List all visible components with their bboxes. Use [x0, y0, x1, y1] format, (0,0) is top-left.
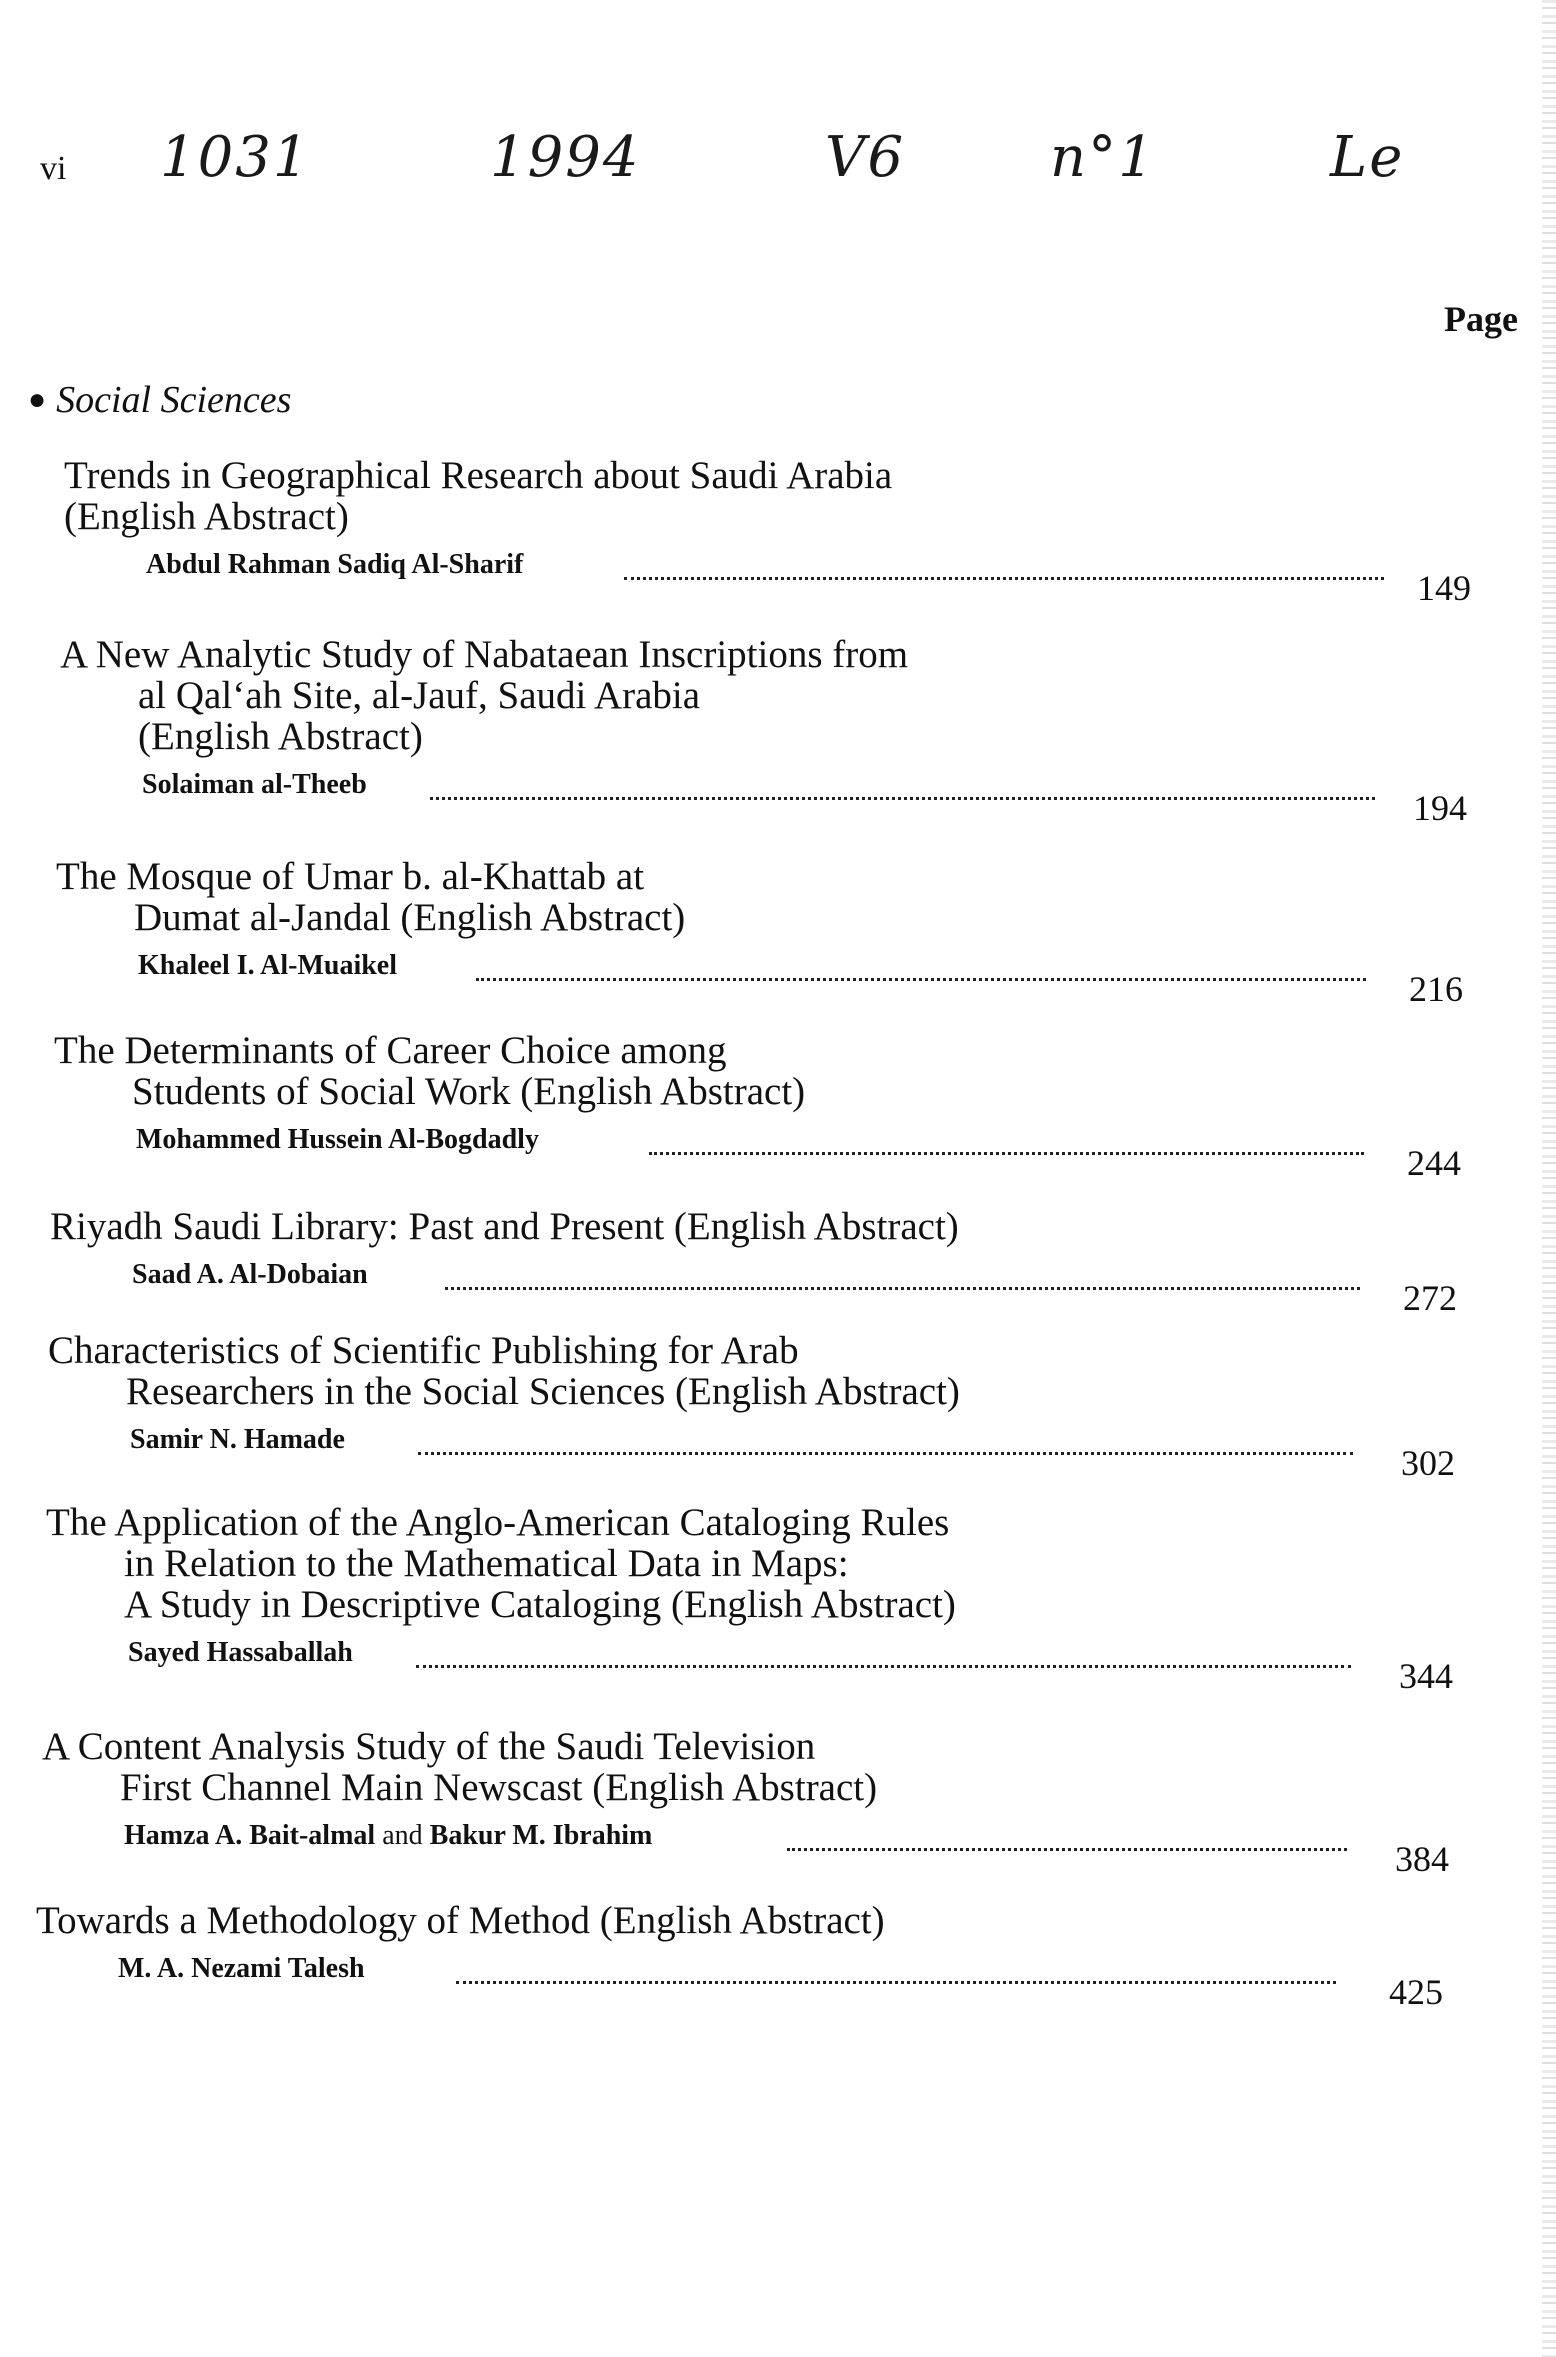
leader-dots: [456, 1961, 1336, 1984]
entry-author: Mohammed Hussein Al-Bogdadly: [136, 1124, 539, 1155]
leader-dots: [416, 1645, 1351, 1668]
leader-dots: [445, 1267, 1360, 1290]
handwritten-note-1: 1031: [160, 125, 311, 190]
leader-dots: [418, 1432, 1353, 1455]
handwritten-note-5: Le: [1330, 125, 1405, 190]
leader-dots: [476, 958, 1366, 981]
leader-dots: [649, 1132, 1364, 1155]
bullet-icon: ●: [28, 383, 47, 416]
leader-dots: [430, 777, 1375, 800]
entry-author: Khaleel I. Al-Muaikel: [138, 950, 397, 981]
toc-entry[interactable]: [60, 633, 1556, 828]
handwritten-note-4: n°1: [1050, 125, 1156, 190]
entry-page-number: 272: [1403, 1278, 1457, 1318]
entry-page-number: 194: [1413, 788, 1467, 828]
entry-title: Trends in Geographical Research about Saudi Arabia (English Abstract): [64, 454, 893, 538]
entry-author: Samir N. Hamade: [130, 1424, 345, 1455]
toc-entry[interactable]: [36, 1899, 1536, 2012]
entry-title: Characteristics of Scientific Publishing for Arab Researchers in the Social Sciences (English Abstract): [48, 1329, 960, 1413]
entry-page-number: 216: [1409, 969, 1463, 1009]
entry-title: A Content Analysis Study of the Saudi Television First Channel Main Newscast (English Abstract): [42, 1725, 878, 1809]
roman-page-number: vi: [40, 150, 67, 187]
entry-title: A New Analytic Study of Nabataean Inscriptions from al Qal‘ah Site, al-Jauf, Saudi Arabia (English Abstract): [60, 633, 909, 758]
page-column-header: Page: [1444, 299, 1518, 339]
leader-dots: [787, 1828, 1347, 1851]
toc-entry[interactable]: [56, 855, 1556, 1009]
entry-page-number: 244: [1407, 1143, 1461, 1183]
toc-entry[interactable]: [48, 1329, 1548, 1483]
entry-author: Hamza A. Bait-almal and Bakur M. Ibrahim: [124, 1820, 653, 1851]
entry-author: Saad A. Al-Dobaian: [132, 1259, 368, 1290]
entry-title: Towards a Methodology of Method (English Abstract): [36, 1899, 885, 1942]
toc-entry[interactable]: [42, 1725, 1542, 1879]
toc-entry[interactable]: [54, 1029, 1554, 1183]
toc-entry[interactable]: [64, 454, 1556, 608]
section-title: Social Sciences: [56, 379, 292, 421]
entry-title: The Mosque of Umar b. al-Khattab at Dumat al-Jandal (English Abstract): [56, 855, 686, 939]
toc-entry[interactable]: [46, 1501, 1546, 1696]
leader-dots: [624, 557, 1384, 580]
entry-title: The Application of the Anglo-American Cataloging Rules in Relation to the Mathematical Data in Maps: A Study in Descriptive Cataloging (English Abstract): [46, 1501, 956, 1626]
entry-page-number: 302: [1401, 1443, 1455, 1483]
handwritten-note-3: V6: [825, 125, 906, 190]
entry-title: The Determinants of Career Choice among Students of Social Work (English Abstract): [54, 1029, 806, 1113]
entry-author: M. A. Nezami Talesh: [118, 1953, 365, 1984]
entry-author: Sayed Hassaballah: [128, 1637, 353, 1668]
section-heading: [28, 378, 291, 422]
entry-page-number: 425: [1389, 1972, 1443, 2012]
handwritten-note-2: 1994: [490, 125, 641, 190]
entry-page-number: 344: [1399, 1656, 1453, 1696]
entry-author: Solaiman al-Theeb: [142, 769, 367, 800]
entry-page-number: 384: [1395, 1839, 1449, 1879]
entry-author: Abdul Rahman Sadiq Al-Sharif: [146, 549, 524, 580]
scanned-page-edge: [1542, 0, 1556, 2357]
entry-page-number: 149: [1417, 568, 1471, 608]
toc-entry[interactable]: [50, 1205, 1550, 1318]
entry-title: Riyadh Saudi Library: Past and Present (English Abstract): [50, 1205, 959, 1248]
